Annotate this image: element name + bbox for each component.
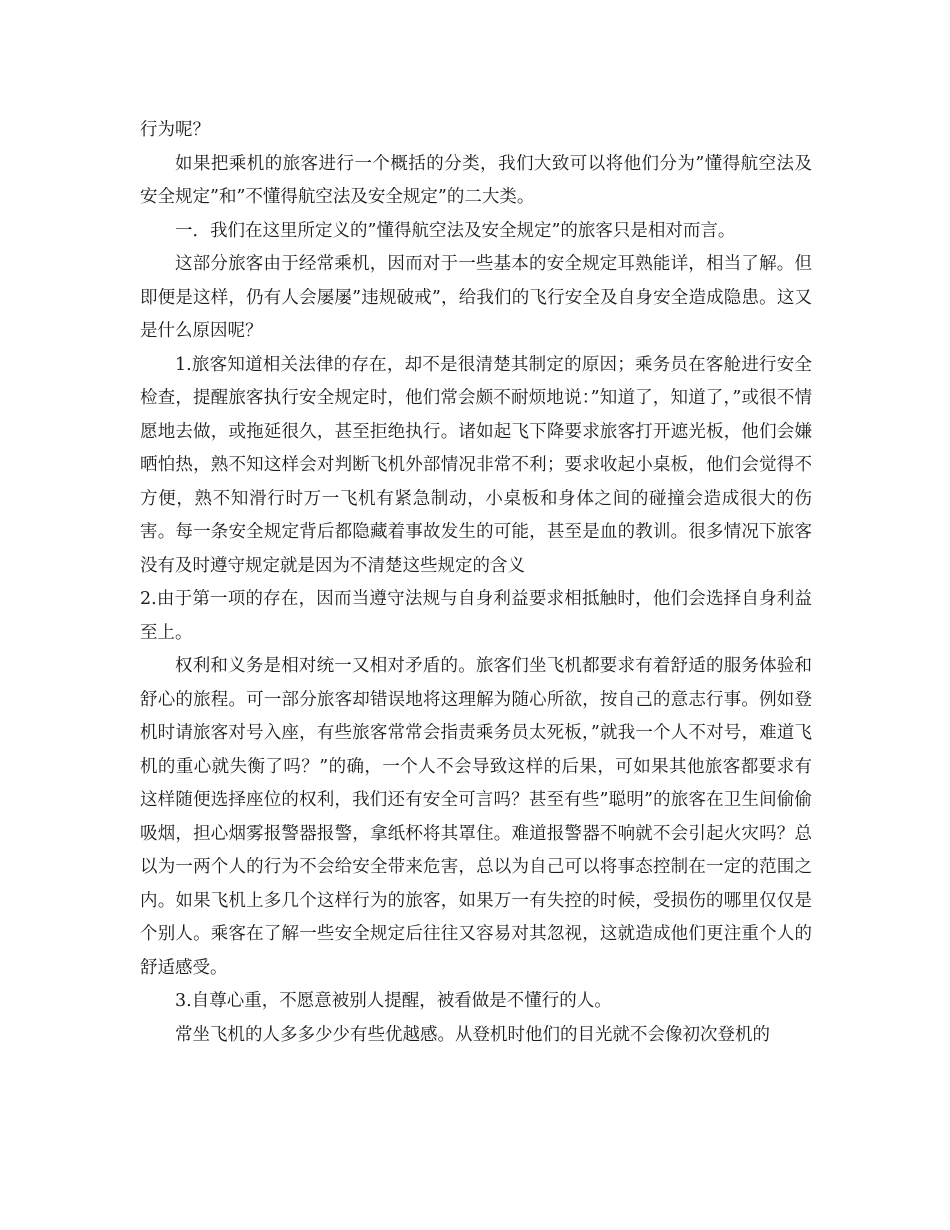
paragraph: 权利和义务是相对统一又相对矛盾的。旅客们坐飞机都要求有着舒适的服务体验和舒心的旅程。可一部分旅客却错误地将这理解为随心所欲，按自己的意志行事。例如登机时请旅客对号入座，有些旅客常常会指责乘务员太死板，”就我一个人不对号，难道飞机的重心就失衡了吗？”的确，一个人不会导致这样的后果，可如果其他旅客都要求有这样随便选择座位的权利，我们还有安全可言吗？甚至有些”聪明”的旅客在卫生间偷偷吸烟，担心烟雾报警器报警，拿纸杯将其罩住。难道报警器不响就不会引起火灾吗？总以为一两个人的行为不会给安全带来危害，总以为自己可以将事态控制在一定的范围之内。如果飞机上多几个这样行为的旅客，如果万一有失控的时候，受损伤的哪里仅仅是个别人。乘客在了解一些安全规定后往往又容易对其忽视，这就造成他们更注重个人的舒适感受。 <box>140 656 812 978</box>
document-body <box>140 114 812 1052</box>
paragraph: 1.旅客知道相关法律的存在，却不是很清楚其制定的原因；乘务员在客舱进行安全检查，提醒旅客执行安全规定时，他们常会颇不耐烦地说：”知道了，知道了，”或很不情愿地去做，或拖延很久，甚至拒绝执行。诸如起飞下降要求旅客打开遮光板，他们会嫌晒怕热，熟不知这样会对判断飞机外部情况非常不利；要求收起小桌板，他们会觉得不方便，熟不知滑行时万一飞机有紧急制动，小桌板和身体之间的碰撞会造成很大的伤害。每一条安全规定背后都隐藏着事故发生的可能，甚至是血的教训。很多情况下旅客没有及时遵守规定就是因为不清楚这些规定的含义 <box>140 354 812 576</box>
paragraph: 2.由于第一项的存在，因而当遵守法规与自身利益要求相抵触时，他们会选择自身利益至上。 <box>140 589 812 643</box>
paragraph: 3.自尊心重，不愿意被别人提醒，被看做是不懂行的人。 <box>175 991 612 1011</box>
paragraph: 行为呢？ <box>140 120 210 140</box>
paragraph: 一．我们在这里所定义的”懂得航空法及安全规定”的旅客只是相对而言。 <box>175 220 736 241</box>
paragraph: 如果把乘机的旅客进行一个概括的分类，我们大致可以将他们分为”懂得航空法及安全规定”和”不懂得航空法及安全规定”的二大类。 <box>140 153 812 207</box>
paragraph: 常坐飞机的人多多少少有些优越感。从登机时他们的目光就不会像初次登机的 <box>175 1024 770 1045</box>
paragraph: 这部分旅客由于经常乘机，因而对于一些基本的安全规定耳熟能详，相当了解。但即便是这样，仍有人会屡屡”违规破戒”，给我们的飞行安全及自身安全造成隐患。这又是什么原因呢？ <box>140 254 812 341</box>
